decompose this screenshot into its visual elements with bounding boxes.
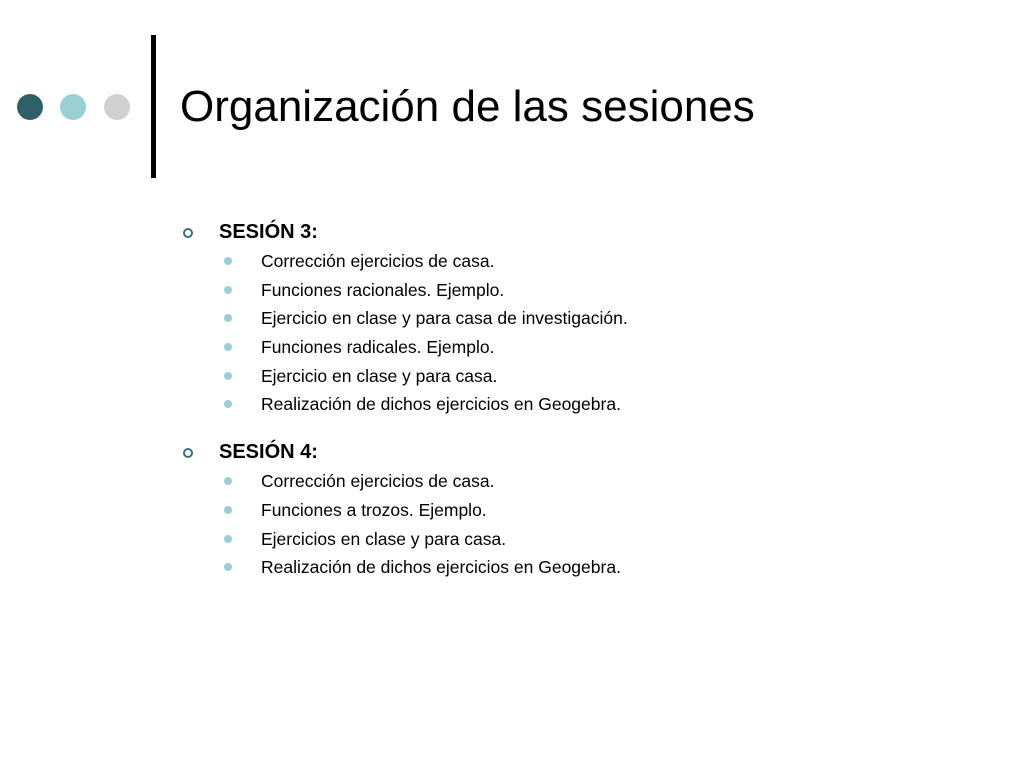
slide-content: [180, 218, 980, 601]
dot-bullet-icon: [224, 400, 232, 408]
dot-bullet-icon: [224, 535, 232, 543]
list-item-text: Realización de dichos ejercicios en Geogebra.: [261, 557, 621, 578]
dot-bullet-icon: [224, 314, 232, 322]
list-item-text: Corrección ejercicios de casa.: [261, 251, 495, 271]
light-teal-dot-icon: [60, 94, 86, 120]
session-block: [180, 438, 980, 583]
session-label: SESIÓN 3:: [219, 221, 318, 243]
dot-bullet-icon: [224, 563, 232, 571]
list-item: [180, 554, 980, 583]
ring-bullet-icon: [183, 228, 193, 238]
list-item-text: Funciones racionales. Ejemplo.: [261, 279, 505, 300]
list-item-text: Ejercicio en clase y para casa de investigación.: [261, 308, 628, 329]
list-item-text: Ejercicio en clase y para casa.: [261, 365, 498, 386]
list-item: [180, 497, 980, 526]
dot-bullet-icon: [224, 506, 232, 514]
list-item-text: Funciones a trozos. Ejemplo.: [261, 499, 487, 520]
session-heading: [180, 218, 980, 248]
slide-title: Organización de las sesiones: [180, 82, 755, 131]
dot-bullet-icon: [224, 477, 232, 485]
list-item: [180, 526, 980, 555]
dot-bullet-icon: [224, 257, 232, 265]
list-item-text: Corrección ejercicios de casa.: [261, 471, 495, 492]
session-label: SESIÓN 4:: [219, 441, 318, 464]
list-item-text: Realización de dichos ejercicios en Geogebra.: [261, 394, 621, 415]
list-item: [180, 391, 980, 420]
session-block: [180, 218, 980, 420]
list-item: [180, 248, 980, 277]
dark-teal-dot-icon: [17, 94, 43, 120]
list-item: [180, 363, 980, 392]
dot-bullet-icon: [224, 286, 232, 294]
list-item: [180, 468, 980, 497]
list-item: [180, 334, 980, 363]
dot-bullet-icon: [224, 343, 232, 351]
list-item-text: Funciones radicales. Ejemplo.: [261, 337, 495, 358]
light-grey-dot-icon: [104, 94, 130, 120]
session-item-list: [180, 248, 980, 420]
list-item-text: Ejercicios en clase y para casa.: [261, 528, 507, 549]
title-divider-bar: [151, 35, 156, 178]
session-item-list: [180, 468, 980, 583]
dot-bullet-icon: [224, 372, 232, 380]
ring-bullet-icon: [183, 448, 193, 458]
list-item: [180, 277, 980, 306]
list-item: [180, 305, 980, 334]
session-heading: [180, 438, 980, 468]
